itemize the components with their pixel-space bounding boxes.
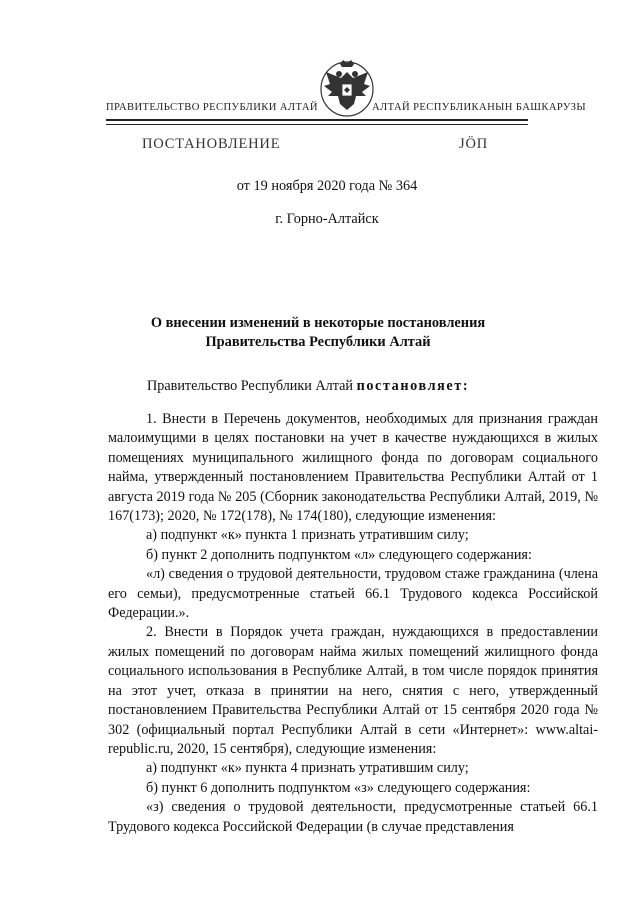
document-city: г. Горно-Алтайск [275,211,379,227]
government-name-ru: ПРАВИТЕЛЬСТВО РЕСПУБЛИКИ АЛТАЙ [106,102,318,113]
paragraph: а) подпункт «к» пункта 1 признать утратившим силу; [146,527,469,544]
paragraph: б) пункт 2 дополнить подпунктом «л» следующего содержания: [146,546,532,563]
preamble-verb: постановляет: [356,378,470,394]
header-rule-thin [106,124,528,125]
document-date: от 19 ноября 2020 года № 364 [236,178,418,194]
paragraph: 2. Внести в Порядок учета граждан, нуждающихся в предоставлении жилых помещений по договорам найма жилых помещений жилищного фонда социального использования в Республике Алтай, в том числе порядок принятия на этот учет, отказа в принятии на него, снятия с него, утвержденный постановлением Правительства Республики Алтай от 15 сентября 2020 года № 302 (официальный портал Республики Алтай в сети «Интернет»: www.altai-republic.ru, 2020, 15 сентября), следующие изменения: [108,624,598,757]
paragraph: «л) сведения о трудовой деятельности, трудовом стаже гражданина (члена его семьи), предусмотренные статьей 66.1 Трудового кодекса Российской Федерации.». [108,566,598,622]
doc-type-alt: ЈÖП [459,136,488,152]
header-rule-thick [106,119,528,121]
doc-type-ru: ПОСТАНОВЛЕНИЕ [142,136,281,152]
paragraph: б) пункт 6 дополнить подпунктом «з» следующего содержания: [146,779,531,796]
paragraph: 1. Внести в Перечень документов, необходимых для признания граждан малоимущими в целях постановки на учет в качестве нуждающихся в жилых помещениях муниципального жилищного фонда по договорам социального найма, утвержденный постановлением Правительства Республики Алтай от 1 августа 2019 года № 205 (Сборник законодательства Республики Алтай, 2019, № 167(173); 2020, № 172(178), № 174(180), следующие изменения: [108,411,598,525]
document-body [108,410,598,837]
preamble-subject: Правительство Республики Алтай [147,378,354,394]
preamble [147,378,469,395]
paragraph: «з) сведения о трудовой деятельности, предусмотренные статьей 66.1 Трудового кодекса Российской Федерации (в случае представления [108,799,598,835]
government-name-alt: АЛТАЙ РЕСПУБЛИКАНЫН БАШКАРУЗЫ [372,102,586,113]
document-title: О внесении изменений в некоторые постановления Правительства Республики Алтай [150,315,486,350]
coat-of-arms-icon [318,56,376,118]
paragraph: а) подпункт «к» пункта 4 признать утратившим силу; [146,760,469,777]
